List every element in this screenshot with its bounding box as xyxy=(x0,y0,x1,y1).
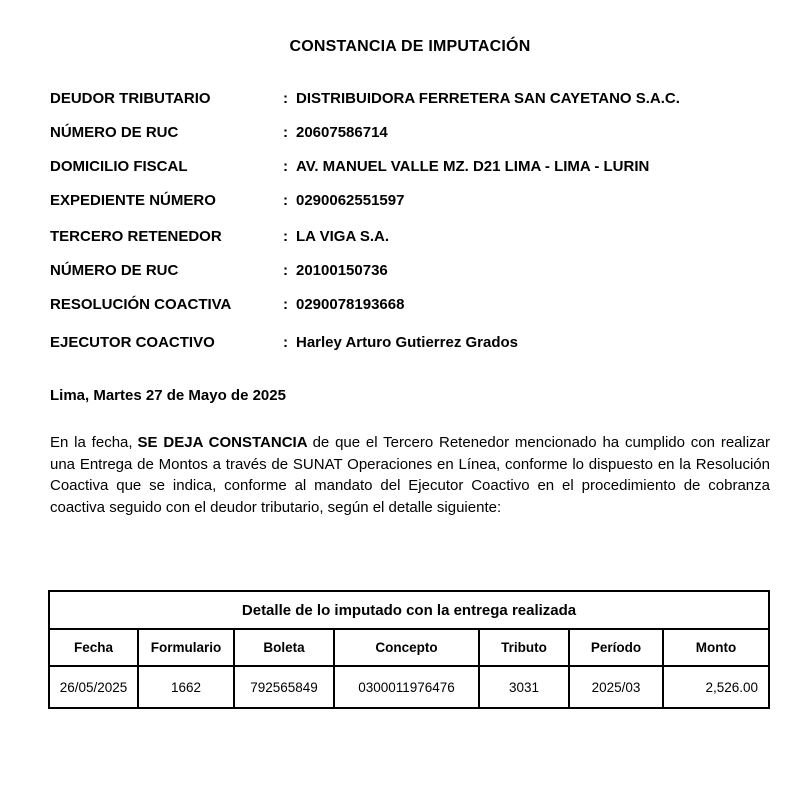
field-value: Harley Arturo Gutierrez Grados xyxy=(296,334,519,351)
cell-formulario: 1662 xyxy=(138,666,234,708)
date-line: Lima, Martes 27 de Mayo de 2025 xyxy=(50,387,286,404)
field-separator: : xyxy=(283,90,288,107)
field-label: NÚMERO DE RUC xyxy=(50,124,179,141)
executor-section xyxy=(50,334,770,351)
field-row-ejecutor-coactivo xyxy=(50,334,770,351)
field-label: NÚMERO DE RUC xyxy=(50,262,179,279)
column-header-concepto: Concepto xyxy=(334,629,479,666)
detail-table-section xyxy=(48,590,770,709)
field-row-deudor-tributario xyxy=(50,90,770,107)
cell-fecha: 26/05/2025 xyxy=(49,666,138,708)
field-label: RESOLUCIÓN COACTIVA xyxy=(50,296,232,313)
column-header-periodo: Período xyxy=(569,629,663,666)
debtor-section xyxy=(50,90,770,209)
field-label: EXPEDIENTE NÚMERO xyxy=(50,192,216,209)
field-value: AV. MANUEL VALLE MZ. D21 LIMA - LIMA - LURIN xyxy=(296,158,650,175)
field-value: 20100150736 xyxy=(296,262,388,279)
field-value: 0290062551597 xyxy=(296,192,405,209)
column-header-formulario: Formulario xyxy=(138,629,234,666)
table-title: Detalle de lo imputado con la entrega realizada xyxy=(49,591,769,629)
field-value: 0290078193668 xyxy=(296,296,405,313)
field-row-numero-ruc-deudor xyxy=(50,124,770,141)
table-header-row xyxy=(49,629,769,666)
field-value: LA VIGA S.A. xyxy=(296,228,390,245)
field-label: DOMICILIO FISCAL xyxy=(50,158,188,175)
column-header-boleta: Boleta xyxy=(234,629,334,666)
document-title: CONSTANCIA DE IMPUTACIÓN xyxy=(289,38,531,55)
field-label: TERCERO RETENEDOR xyxy=(50,228,222,245)
paragraph-prefix: En la fecha, xyxy=(50,434,133,451)
detail-table xyxy=(48,590,770,709)
body-paragraph xyxy=(50,432,770,518)
field-value: 20607586714 xyxy=(296,124,388,141)
column-header-tributo: Tributo xyxy=(479,629,569,666)
table-title-row xyxy=(49,591,769,629)
cell-periodo: 2025/03 xyxy=(569,666,663,708)
field-value: DISTRIBUIDORA FERRETERA SAN CAYETANO S.A.C. xyxy=(296,90,680,107)
field-row-tercero-retenedor xyxy=(50,228,770,245)
field-separator: : xyxy=(283,296,288,313)
field-row-domicilio-fiscal xyxy=(50,158,770,175)
field-separator: : xyxy=(283,124,288,141)
table-row xyxy=(49,666,769,708)
column-header-monto: Monto xyxy=(663,629,769,666)
paragraph-bold-statement: SE DEJA CONSTANCIA xyxy=(137,434,308,451)
field-label: DEUDOR TRIBUTARIO xyxy=(50,90,211,107)
field-separator: : xyxy=(283,262,288,279)
field-row-numero-ruc-retenedor xyxy=(50,262,770,279)
field-row-resolucion-coactiva xyxy=(50,296,770,313)
field-row-expediente-numero xyxy=(50,192,770,209)
retainer-section xyxy=(50,228,770,313)
field-label: EJECUTOR COACTIVO xyxy=(50,334,215,351)
cell-boleta: 792565849 xyxy=(234,666,334,708)
field-separator: : xyxy=(283,334,288,351)
cell-concepto: 0300011976476 xyxy=(334,666,479,708)
field-separator: : xyxy=(283,228,288,245)
field-separator: : xyxy=(283,158,288,175)
paragraph-suffix: de que el Tercero Retenedor mencionado ha cumplido con realizar una Entrega de Montos a través de SUNAT Operaciones en Línea, conforme lo dispuesto en la Resolución Coactiva que se indica, conforme al mandato del Ejecutor Coactivo en el procedimiento de cobranza coactiva seguido con el deudor tributario, según el detalle siguiente: xyxy=(50,434,771,516)
field-separator: : xyxy=(283,192,288,209)
cell-tributo: 3031 xyxy=(479,666,569,708)
cell-monto: 2,526.00 xyxy=(663,666,769,708)
column-header-fecha: Fecha xyxy=(49,629,138,666)
